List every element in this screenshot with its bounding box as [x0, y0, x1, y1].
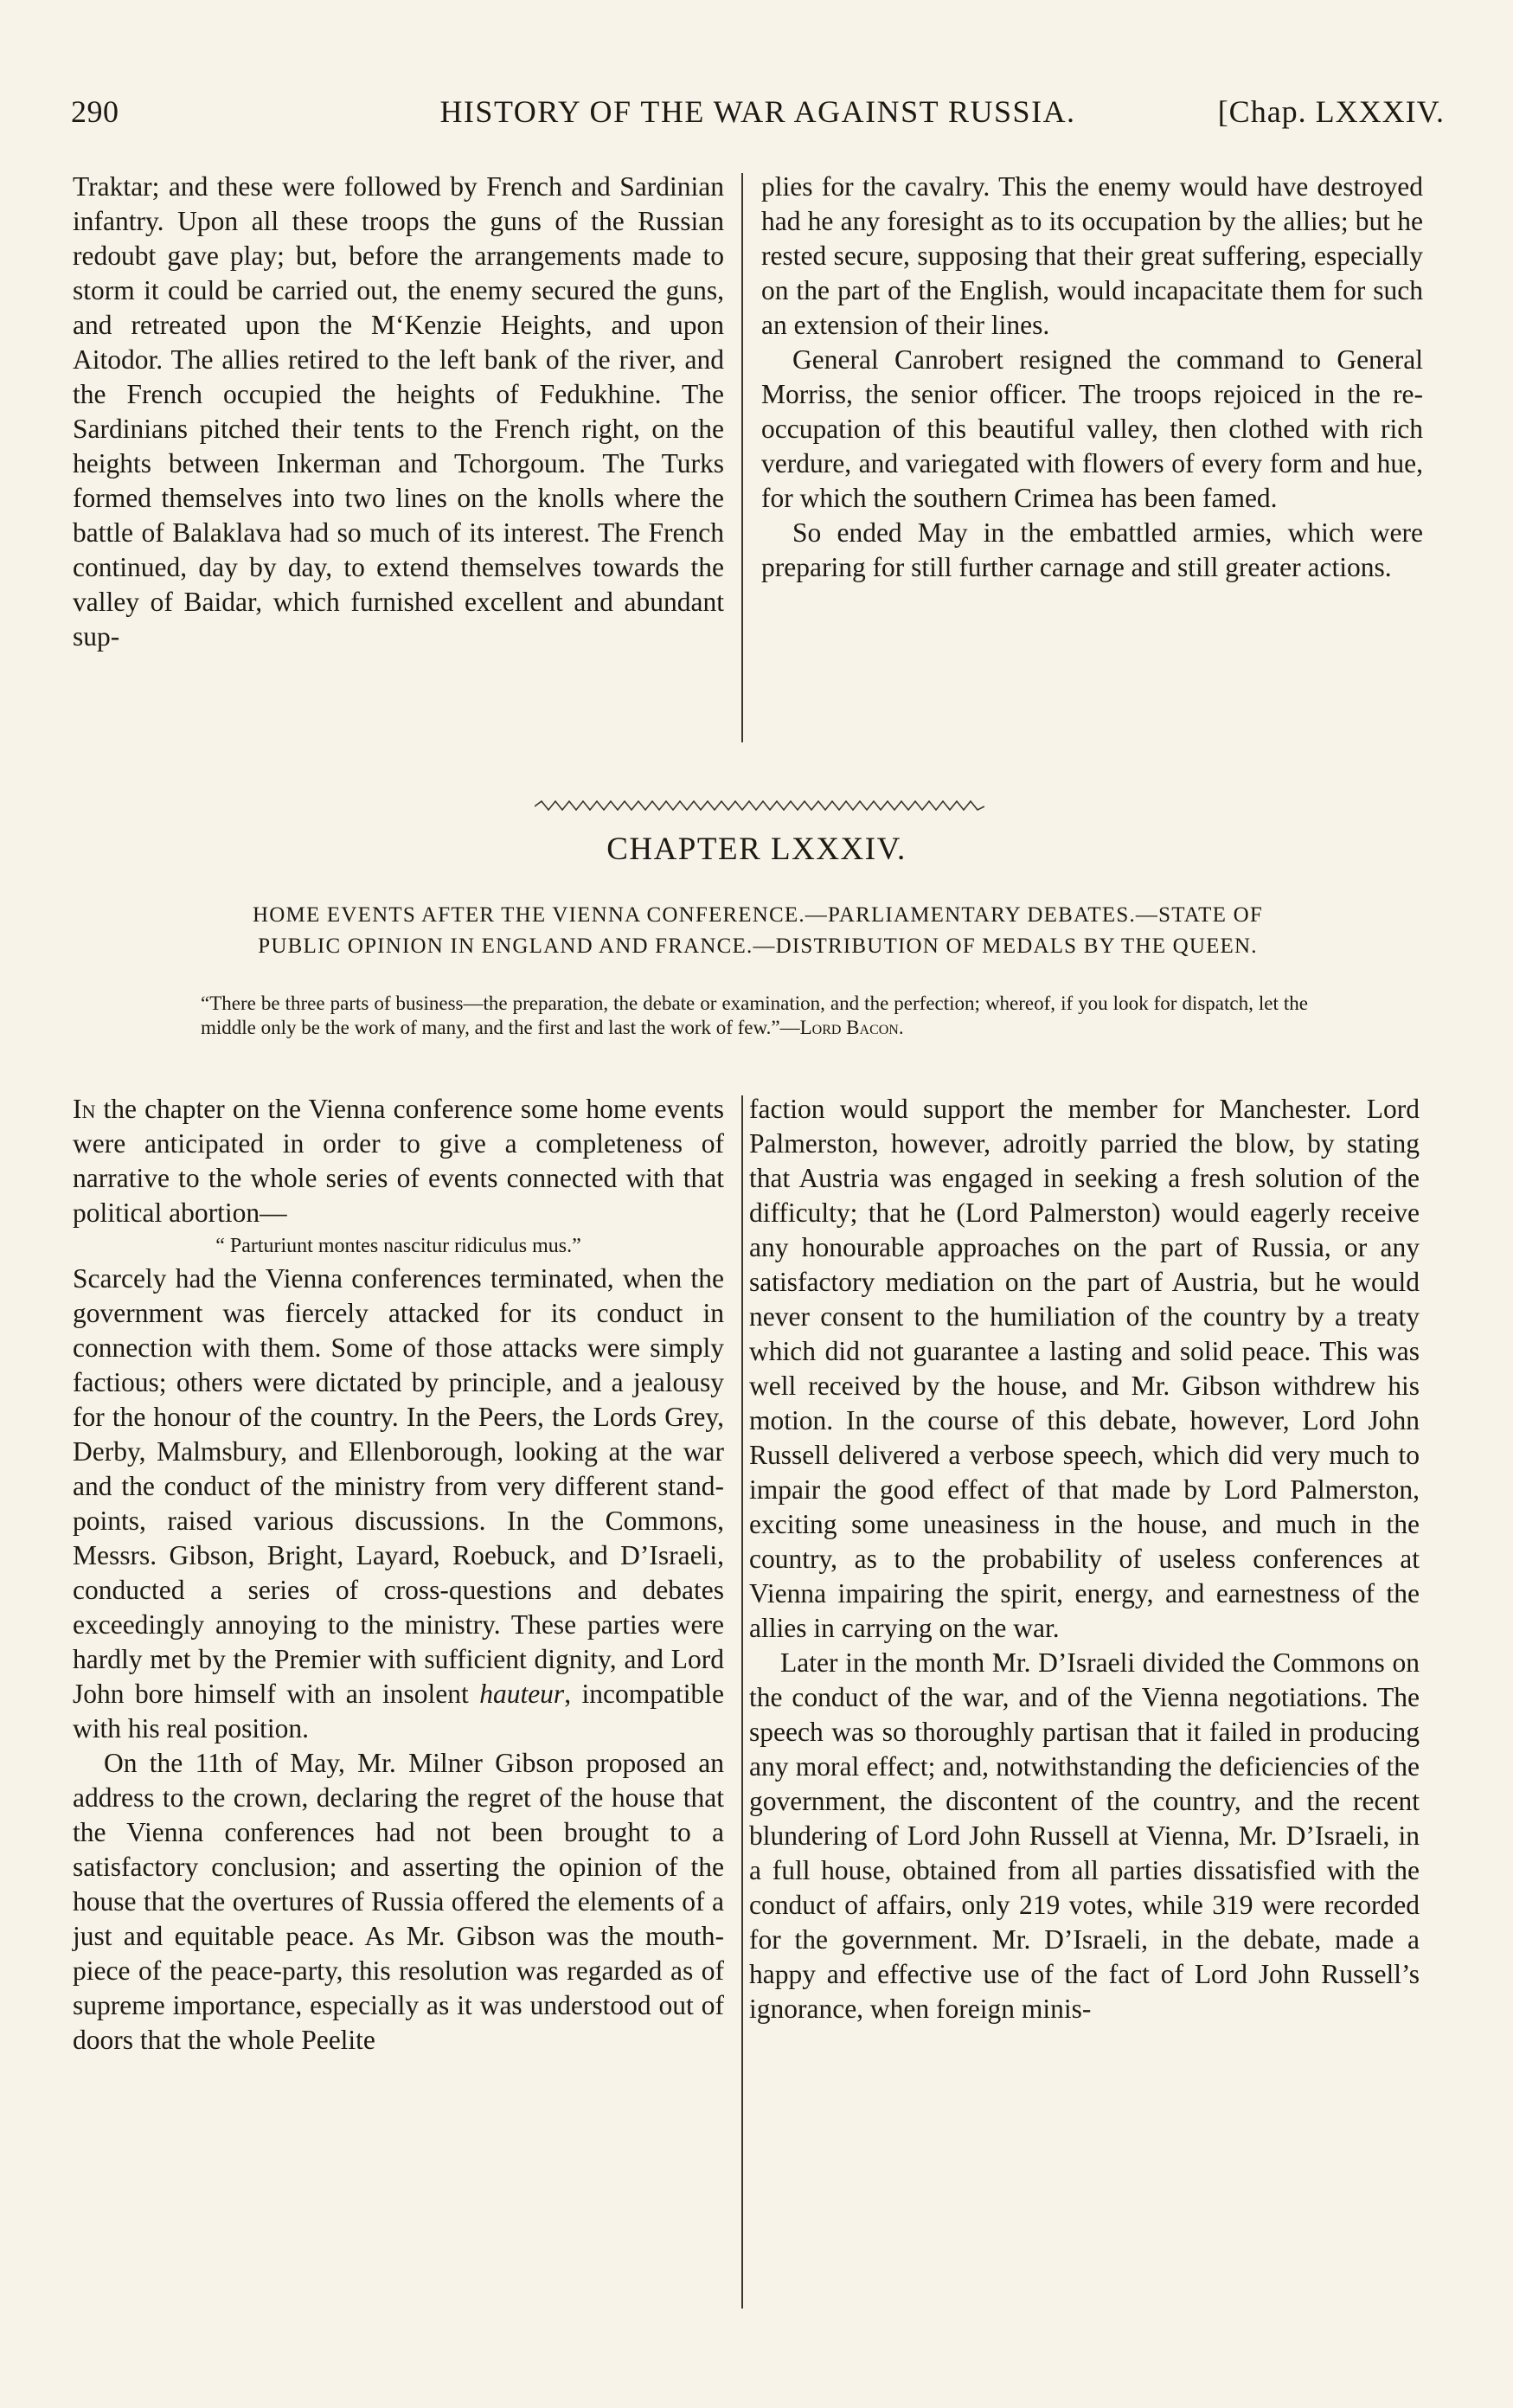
epigraph-text: “There be three parts of business—the preparation, the debate or examination, and the perfection; whereof, if you look for dispatch, let the middle only be the work of many, and the first and last the work of few.”—: [201, 992, 1308, 1038]
paragraph-text: , incompatible with his real position.: [73, 1679, 724, 1743]
summary-line: HOME EVENTS AFTER THE VIENNA CONFERENCE.—PARLIAMENTARY DEBATES.—STATE OF: [253, 903, 1263, 927]
paragraph-text: Scarcely had the Vienna conferences terminated, when the government was fiercely attacked for its conduct in connection with them. Some of those attacks were simply factious; others were dictated by principle, and a jealousy for the honour of the country. In the Peers, the Lords Grey, Derby, Malmsbury, and Ellenborough, looking at the war and the conduct of the ministry from very different stand-points, raised various discussions. In the Commons, Messrs. Gibson, Bright, Layard, Roebuck, and D’Israeli, conducted a series of cross-questions and debates exceedingly annoying to the ministry. These parties were hardly met by the Premier with sufficient dignity, and Lord John bore himself with an insolent: [73, 1263, 724, 1709]
initial-word: In: [73, 1094, 96, 1124]
paragraph: [73, 1262, 724, 1746]
body-left-column: [73, 1092, 724, 2058]
chapter-reference: [Chap. LXXXIV.: [1217, 94, 1445, 129]
running-title: HISTORY OF THE WAR AGAINST RUSSIA.: [439, 94, 1076, 129]
italic-term: hauteur: [479, 1679, 565, 1709]
paragraph: [73, 1092, 724, 1230]
column-rule: [741, 1095, 743, 2308]
page-number: 290: [71, 94, 119, 129]
top-right-column: [761, 170, 1423, 585]
paragraph: Later in the month Mr. D’Israeli divided the Commons on the conduct of the war, and of the Vienna negotiations. The speech was so thoroughly partisan that it failed in producing any moral effect; and, notwithstanding the deficiencies of the government, the discontent of the country, and the recent blundering of Lord John Russell at Vienna, Mr. D’Israeli, in a full house, obtained from all parties dissatisfied with the conduct of affairs, only 219 votes, while 319 were recorded for the government. Mr. D’Israeli, in the debate, made a happy and effective use of the fact of Lord John Russell’s ignorance, when foreign minis-: [749, 1647, 1420, 2024]
paragraph: On the 11th of May, Mr. Milner Gibson proposed an address to the crown, declaring the regret of the house that the Vienna conferences had not been brought to a satisfactory conclusion; and asserting the opinion of the house that the overtures of Russia offered the elements of a just and equitable peace. As Mr. Gibson was the mouth-piece of the peace-party, this resolution was regarded as of supreme importance, especially as it was understood out of doors that the whole Peelite: [73, 1748, 724, 2055]
epigraph-author: Lord Bacon.: [799, 1017, 904, 1038]
paragraph: So ended May in the embattled armies, which were preparing for still further carnage and still greater actions.: [761, 517, 1423, 582]
chapter-title: CHAPTER LXXXIV.: [606, 832, 907, 867]
paragraph: General Canrobert resigned the command to General Morriss, the senior officer. The troops rejoiced in the re-occupation of this beautiful valley, then clothed with rich verdure, and variegated with flowers of every form and hue, for which the southern Crimea has been famed.: [761, 344, 1423, 513]
chapter-summary: [71, 900, 1445, 962]
paragraph: plies for the cavalry. This the enemy would have destroyed had he any foresight as to its occupation by the allies; but he rested secure, supposing that their great suffering, especially on the part of the English, would incapacitate them for such an extension of their lines.: [761, 171, 1423, 340]
running-header: [71, 93, 1445, 137]
body-right-column: [749, 1092, 1420, 2026]
section-divider-ornament: [535, 799, 984, 813]
top-left-column: [73, 170, 724, 654]
column-rule: [741, 173, 743, 742]
epigraph: [201, 992, 1308, 1040]
summary-line: PUBLIC OPINION IN ENGLAND AND FRANCE.—DISTRIBUTION OF MEDALS BY THE QUEEN.: [258, 934, 1258, 958]
paragraph: faction would support the member for Manchester. Lord Palmerston, however, adroitly parried the blow, by stating that Austria was engaged in seeking a fresh solution of the difficulty; that he (Lord Palmerston) would eagerly receive any honourable approaches on the part of Russia, or any satisfactory mediation on the part of Austria, but he would never consent to the humiliation of the country by a treaty which did not guarantee a lasting and solid peace. This was well received by the house, and Mr. Gibson withdrew his motion. In the course of this debate, however, Lord John Russell delivered a verbose speech, which did very much to impair the good effect of that made by Lord Palmerston, exciting some uneasiness in the house, and much in the country, as to the probability of useless conferences at Vienna impairing the spirit, energy, and earnestness of the allies in carrying on the war.: [749, 1094, 1420, 1643]
latin-quotation: “ Parturiunt montes nascitur ridiculus mus.”: [215, 1235, 581, 1257]
paragraph-text: the chapter on the Vienna conference some home events were anticipated in order to give a completeness of narrative to the whole series of events connected with that political abortion—: [73, 1094, 724, 1228]
paragraph: Traktar; and these were followed by French and Sardinian infantry. Upon all these troops the guns of the Russian redoubt gave play; but, before the arrangements made to storm it could be carried out, the enemy secured the guns, and retreated upon the M‘Kenzie Heights, and upon Aitodor. The allies retired to the left bank of the river, and the French occupied the heights of Fedukhine. The Sardinians pitched their tents to the French right, on the heights between Inkerman and Tchorgoum. The Turks formed themselves into two lines on the knolls where the battle of Balaklava had so much of its interest. The French continued, day by day, to extend themselves towards the valley of Baidar, which furnished excellent and abundant sup-: [73, 171, 724, 652]
